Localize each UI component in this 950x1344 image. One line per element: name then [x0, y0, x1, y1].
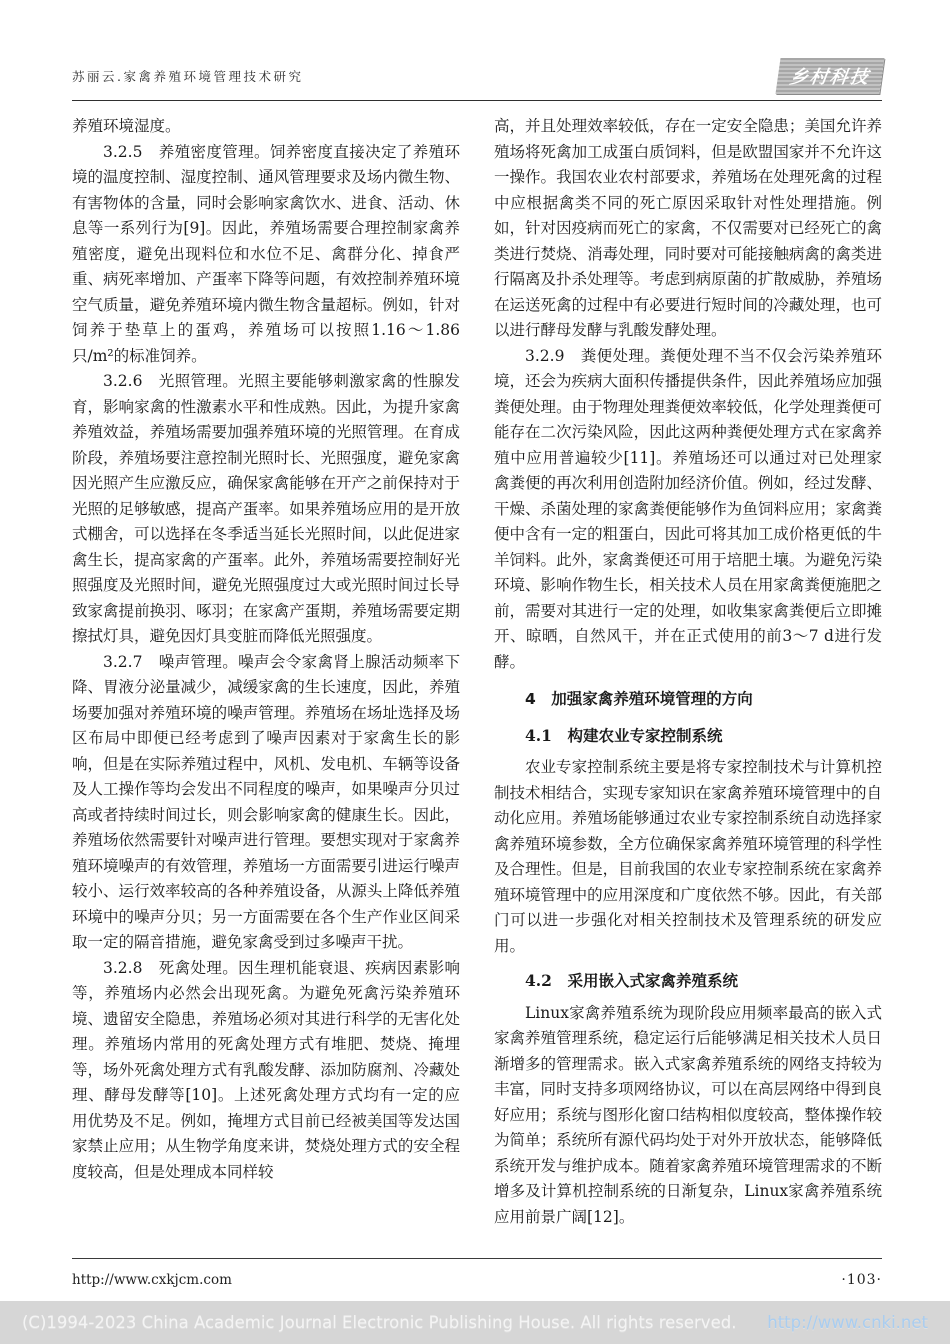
page-header	[72, 58, 882, 94]
paragraph: 农业专家控制系统主要是将专家控制技术与计算机控制技术相结合，实现专家知识在家禽养殖环境管理中的自动化应用。养殖场能够通过农业专家控制系统自动选择家禽养殖环境参数，全方位确保家禽养殖环境管理的科学性及合理性。但是，目前我国的农业专家控制系统在家禽养殖环境管理中的应用深度和广度依然不够。因此，有关部门可以进一步强化对相关控制技术及管理系统的研发应用。	[494, 758, 882, 955]
paragraph: 3.2.5 养殖密度管理。饲养密度直接决定了养殖环境的温度控制、湿度控制、通风管理要求及场内微生物、有害物体的含量，同时会影响家禽饮水、进食、活动、休息等一系列行为[9]。因此，养殖场需要合理控制家禽养殖密度，避免出现料位和水位不足、禽群分化、掉食严重、病死率增加、产蛋率下降等问题，有效控制养殖环境空气质量，避免养殖环境内微生物含量超标。例如，针对饲养于垫草上的蛋鸡，养殖场可以按照1.16～1.86只/m²的标准饲养。	[72, 142, 460, 365]
paragraph: 养殖环境湿度。	[72, 117, 181, 135]
page-number: ·103·	[841, 1272, 882, 1288]
section-heading: 4 加强家禽养殖环境管理的方向	[525, 690, 753, 708]
paragraph: 3.2.9 粪便处理。粪便处理不当不仅会污染养殖环境，还会为疾病大面积传播提供条件，因此养殖场应加强粪便处理。由于物理处理粪便效率较低，化学处理粪便可能存在二次污染风险，因此这两种粪便处理方式在家禽养殖中应用普遍较少[11]。养殖场还可以通过对已处理家禽粪便的再次利用创造附加经济价值。例如，经过发酵、干燥、杀菌处理的家禽粪便能够作为鱼饲料应用；家禽粪便中含有一定的粗蛋白，因此可将其加工成价格更低的牛羊饲料。此外，家禽粪便还可用于培肥土壤。为避免污染环境、影响作物生长，相关技术人员在用家禽粪便施肥之前，需要对其进行一定的处理，如收集家禽粪便后立即摊开、晾晒，自然风干，并在正式使用的前3～7 d进行发酵。	[494, 346, 882, 671]
paragraph: Linux家禽养殖系统为现阶段应用频率最高的嵌入式家禽养殖管理系统，稳定运行后能够满足相关技术人员日渐增多的管理需求。嵌入式家禽养殖系统的网络支持较为丰富，同时支持多项网络协议，可以在高层网络中得到良好应用；系统与图形化窗口结构相似度较高，整体操作较为简单；系统所有源代码均处于对外开放状态，能够降低系统开发与维护成本。随着家禽养殖环境管理需求的不断增多及计算机控制系统的日渐复杂，Linux家禽养殖系统应用前景广阔[12]。	[494, 1003, 882, 1226]
paragraph: 3.2.6 光照管理。光照主要能够刺激家禽的性腺发育，影响家禽的性激素水平和性成熟。因此，为提升家禽养殖效益，养殖场需要加强养殖环境的光照管理。在育成阶段，养殖场要注意控制光照时长、光照强度，避免家禽因光照产生应激反应，确保家禽能够在开产之前保持对于光照的足够敏感，提高产蛋率。如果养殖场应用的是开放式棚舍，可以选择在冬季适当延长光照时间，以此促进家禽生长，提高家禽的产蛋率。此外，养殖场需要控制好光照强度及光照时间，避免光照强度过大或光照时间过长导致家禽提前换羽、啄羽；在家禽产蛋期，养殖场需要定期擦拭灯具，避免因灯具变脏而降低光照强度。	[72, 372, 460, 645]
copyright-text: (C)1994-2023 China Academic Journal Electronic Publishing House. All rights reserved.	[22, 1313, 737, 1332]
header-divider	[72, 100, 882, 101]
right-column	[494, 114, 882, 1256]
footer-website: http://www.cxkjcm.com	[72, 1272, 232, 1288]
cnki-bottom-bar	[0, 1301, 950, 1344]
paragraph: 3.2.7 噪声管理。噪声会令家禽肾上腺活动频率下降、胃液分泌量减少，减缓家禽的生长速度，因此，养殖场要加强对养殖环境的噪声管理。养殖场在场址选择及场区布局中即便已经考虑到了噪声因素对于家禽生长的影响，但是在实际养殖过程中，风机、发电机、车辆等设备及人工操作等均会发出不同程度的噪声，如果噪声分贝过高或者持续时间过长，则会影响家禽的健康生长。因此，养殖场依然需要针对噪声进行管理。要想实现对于家禽养殖环境噪声的有效管理，养殖场一方面需要引进运行噪声较小、运行效率较高的各种养殖设备，从源头上降低养殖环境中的噪声分贝；另一方面需要在各个生产作业区间采取一定的隔音措施，避免家禽受到过多噪声干扰。	[72, 652, 460, 951]
cnki-link[interactable]: http://www.cnki.net	[767, 1313, 928, 1332]
footer-divider	[72, 1258, 882, 1259]
running-title: 苏丽云.家禽养殖环境管理技术研究	[72, 69, 304, 84]
paragraph: 3.2.8 死禽处理。因生理机能衰退、疾病因素影响等，养殖场内必然会出现死禽。为避免死禽污染养殖环境、遗留安全隐患，养殖场必须对其进行科学的无害化处理。养殖场内常用的死禽处理方式有堆肥、焚烧、掩埋等，场外死禽处理方式有乳酸发酵、添加防腐剂、冷藏处理、酵母发酵等[10]。上述死禽处理方式均有一定的应用优势及不足。例如，掩埋方式目前已经被美国等发达国家禁止应用；从生物学角度来讲，焚烧处理方式的安全程度较高，但是处理成本同样较	[72, 958, 460, 1181]
subsection-heading: 4.1 构建农业专家控制系统	[525, 725, 723, 745]
subsection-heading: 4.2 采用嵌入式家禽养殖系统	[525, 971, 738, 990]
article-body	[72, 114, 882, 1256]
journal-logo: 乡村科技	[775, 58, 884, 94]
page-footer	[72, 1258, 882, 1288]
left-column	[72, 114, 460, 1256]
paragraph: 高，并且处理效率较低，存在一定安全隐患；美国允许养殖场将死禽加工成蛋白质饲料，但是欧盟国家并不允许这一操作。我国农业农村部要求，养殖场在处理死禽的过程中应根据禽类不同的死亡原因采取针对性处理措施。例如，针对因疫病而死亡的家禽，不仅需要对已经死亡的禽类进行焚烧、消毒处理，同时要对可能接触病禽的禽类进行隔离及扑杀处理等。考虑到病原菌的扩散威胁，养殖场在运送死禽的过程中有必要进行短时间的冷藏处理，也可以进行酵母发酵与乳酸发酵处理。	[494, 117, 882, 339]
